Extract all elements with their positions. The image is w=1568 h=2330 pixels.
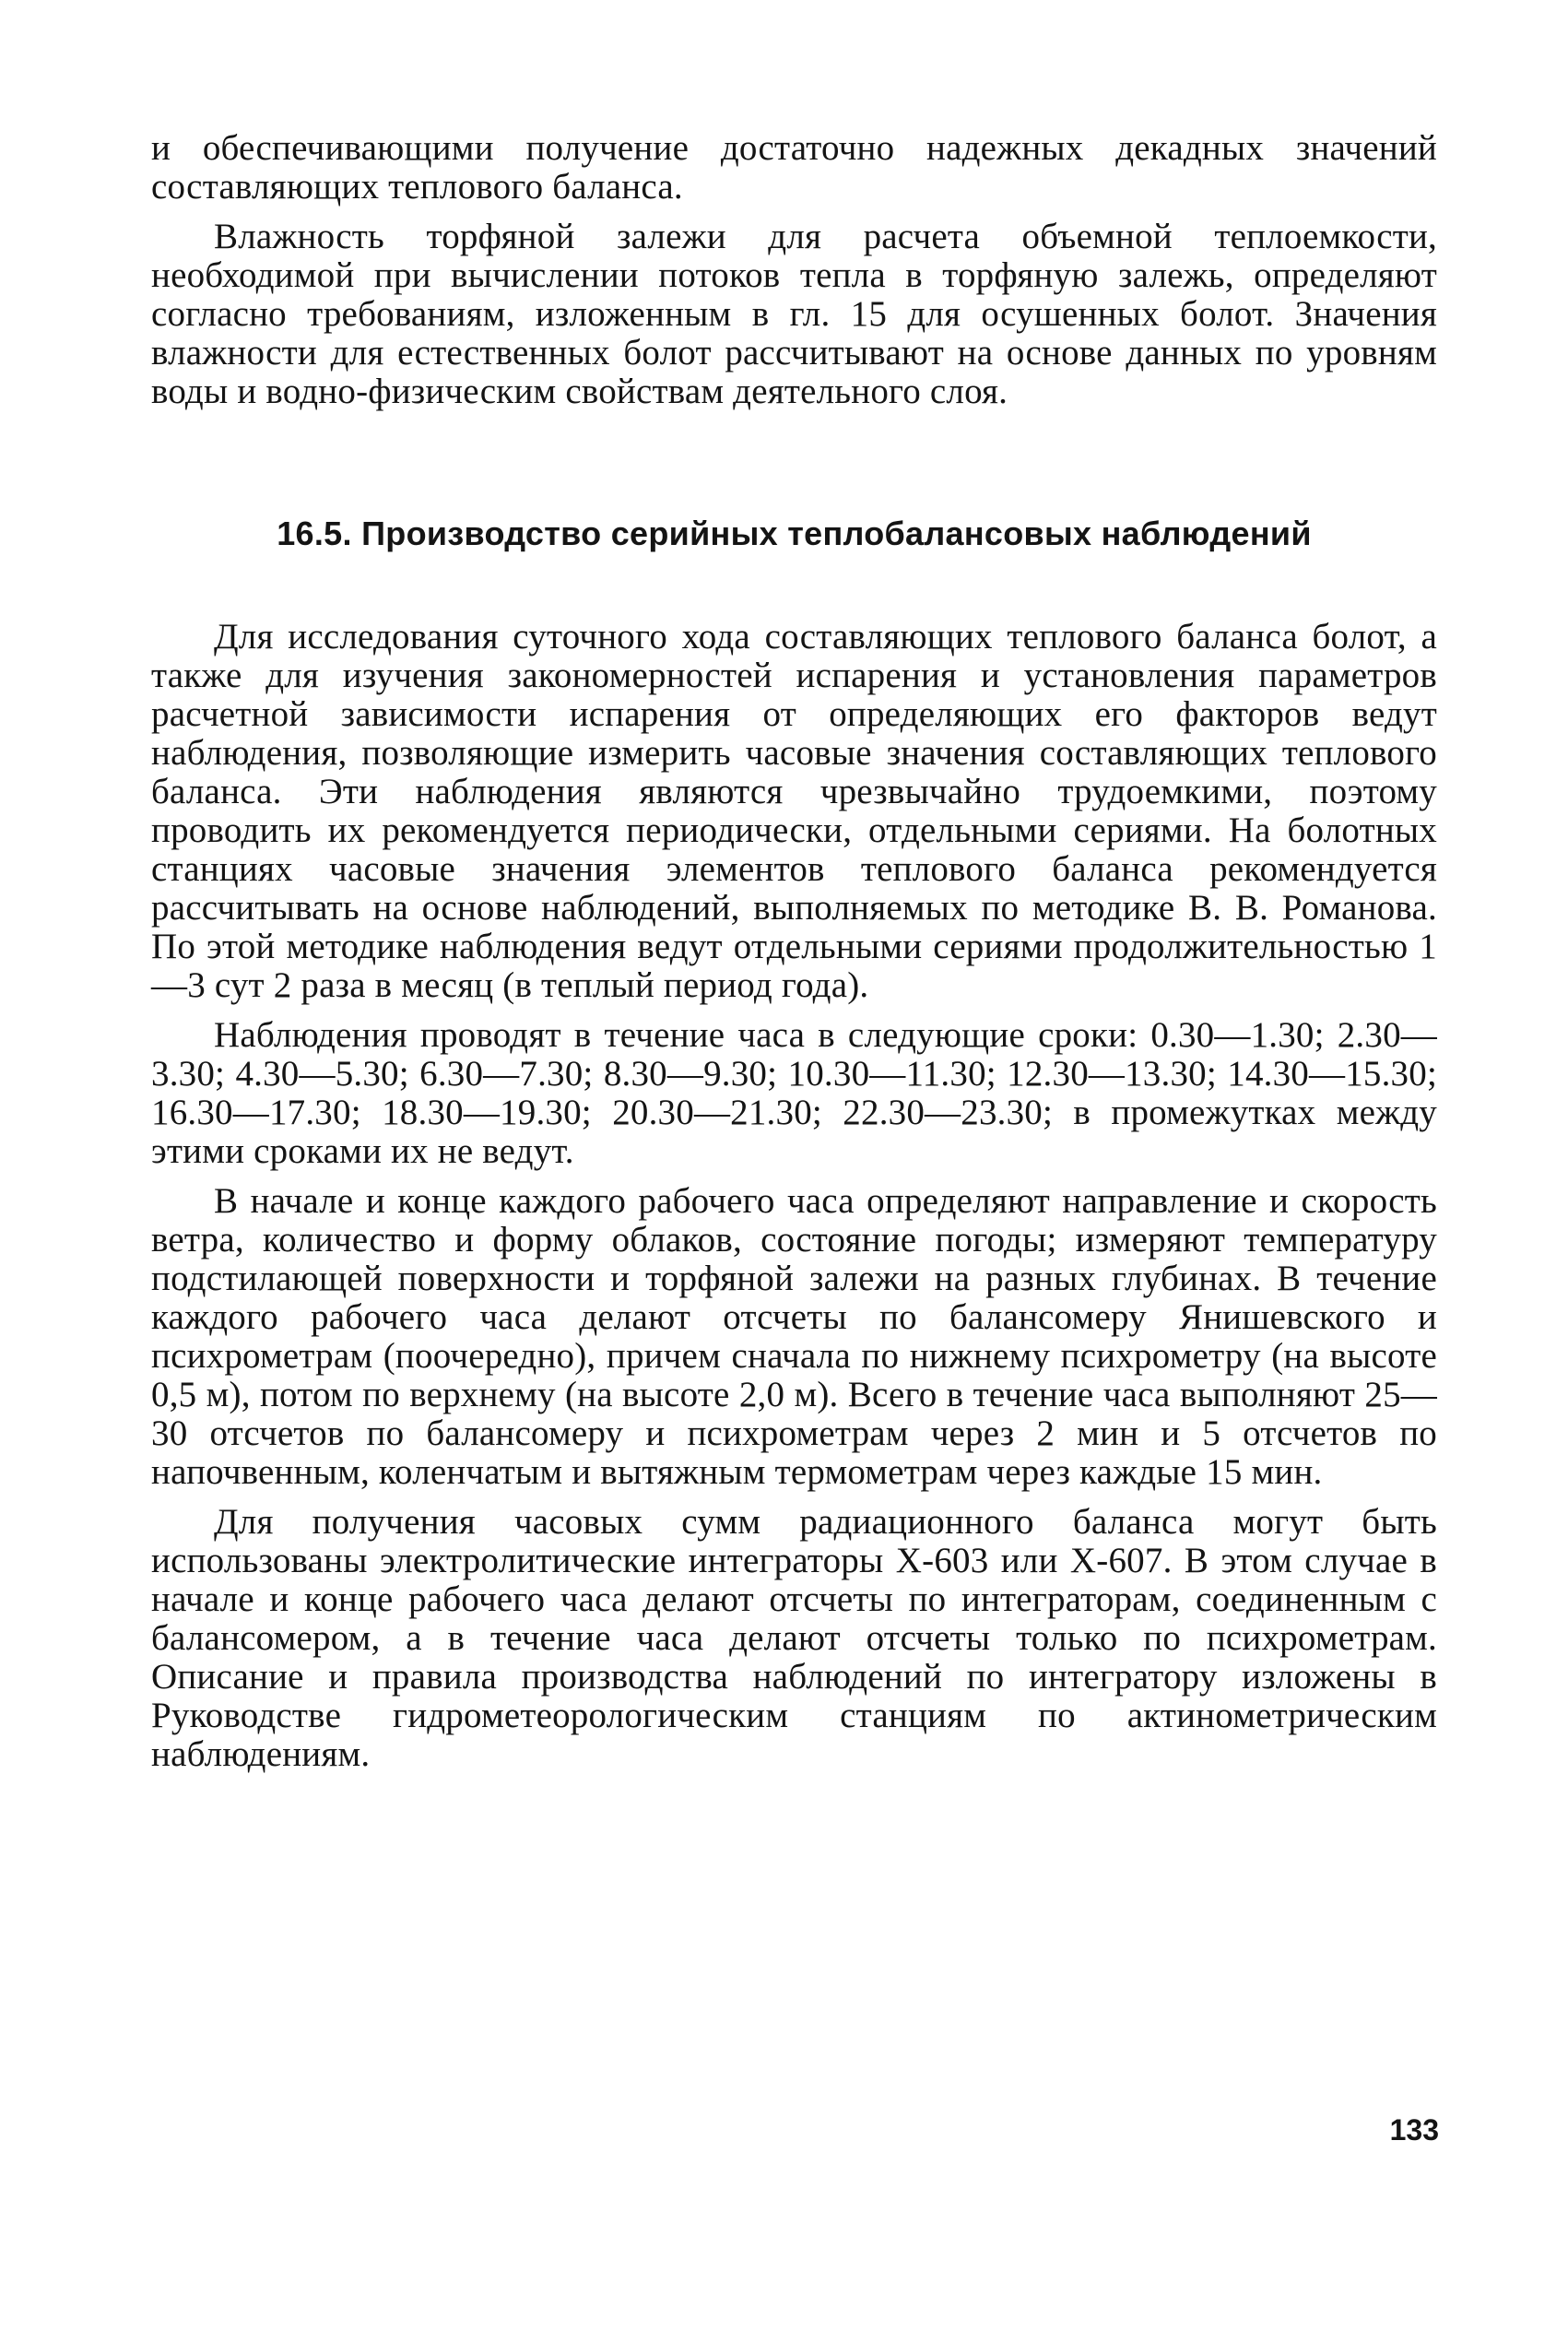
paragraph-hourly-procedure: В начале и конце каждого рабочего часа определяют направление и скорость ветра, количество и форму облаков, состояние погоды; измеряют температуру подстилающей поверхности и торфяной залежи на разных глубинах. В течение каждого рабочего часа делают отсчеты по балансомеру Янишевского и психрометрам (поочередно), причем сначала по нижнему психрометру (на высоте 0,5 м), потом по верхнему (на высоте 2,0 м). Всего в течение часа выполняют 25—30 отсчетов по балансомеру и психрометрам через 2 мин и 5 отсчетов по напочвенным, коленчатым и вытяжным термометрам через каждые 15 мин.: [151, 1181, 1437, 1492]
paragraph-continuation: и обеспечивающими получение достаточно надежных декадных значений составляющих теплового баланса.: [151, 128, 1437, 207]
document-page: [151, 129, 1437, 1774]
section-heading: 16.5. Производство серийных теплобалансовых наблюдений: [277, 514, 1312, 552]
paragraph-peat-moisture: Влажность торфяной залежи для расчета объемной теплоемкости, необходимой при вычислении потоков тепла в торфяную залежь, определяют согласно требованиям, изложенным в гл. 15 для осушенных болот. Значения влажности для естественных болот рассчитывают на основе данных по уровням воды и водно-физическим свойствам деятельного слоя.: [151, 217, 1437, 411]
paragraph-integrators: Для получения часовых сумм радиационного баланса могут быть использованы электролитические интеграторы Х-603 или Х-607. В этом случае в начале и конце рабочего часа делают отсчеты по интеграторам, соединенным с балансомером, а в течение часа делают отсчеты только по психрометрам. Описание и правила производства наблюдений по интегратору изложены в Руководстве гидрометеорологическим станциям по актинометрическим наблюдениям.: [151, 1502, 1437, 1774]
paragraph-observation-times: Наблюдения проводят в течение часа в следующие сроки: 0.30—1.30; 2.30—3.30; 4.30—5.30; 6.30—7.30; 8.30—9.30; 10.30—11.30; 12.30—13.30; 14.30—15.30; 16.30—17.30; 18.30—19.30; 20.30—21.30; 22.30—23.30; в промежутках между этими сроками их не ведут.: [151, 1015, 1437, 1171]
paragraph-daily-cycle: Для исследования суточного хода составляющих теплового баланса болот, а также для изучения закономерностей испарения и установления параметров расчетной зависимости испарения от определяющих его факторов ведут наблюдения, позволяющие измерить часовые значения составляющих теплового баланса. Эти наблюдения являются чрезвычайно трудоемкими, поэтому проводить их рекомендуется периодически, отдельными сериями. На болотных станциях часовые значения элементов теплового баланса рекомендуется рассчитывать на основе наблюдений, выполняемых по методике В. В. Романова. По этой методике наблюдения ведут отдельными сериями продолжительностью 1—3 сут 2 раза в месяц (в теплый период года).: [151, 617, 1437, 1005]
page-number: 133: [1389, 2113, 1439, 2147]
